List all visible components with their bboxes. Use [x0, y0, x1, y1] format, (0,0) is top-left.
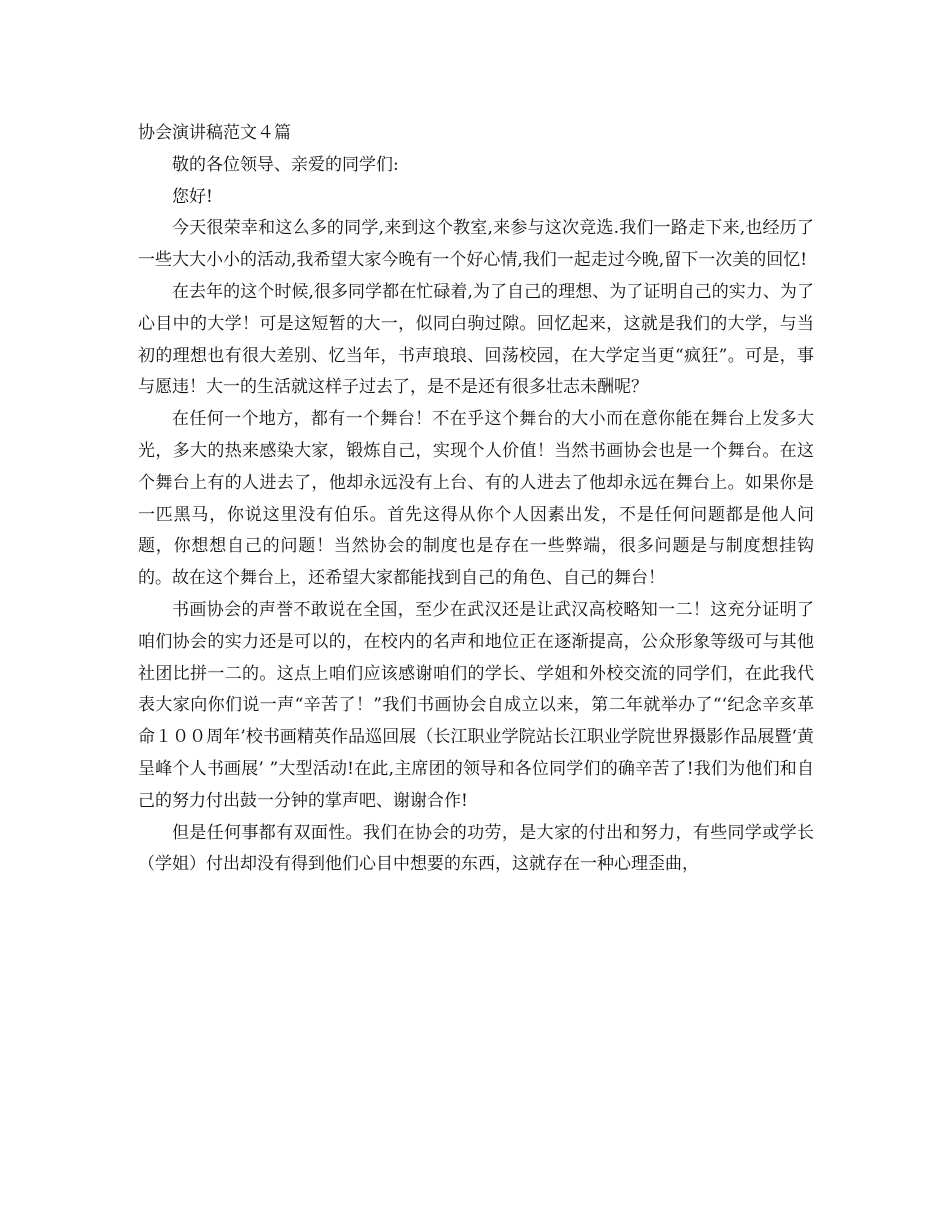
paragraph-greeting: 您好! [172, 186, 213, 207]
paragraph-reputation: 书画协会的声誉不敢说在全国，至少在武汉还是让武汉高校略知一二！这充分证明了咱们协会的实力还是可以的，在校内的名声和地位正在逐渐提高，公众形象等级可与其他社团比拼一二的。这点上咱们应该感谢咱们的学长、学姐和外校交流的同学们，在此我代表大家向你们说一声“辛苦了！”我们书画协会自成立以来，第二年就举办了“‘纪念辛亥革命１００周年’校书画精英作品巡回展（长江职业学院站长江职业学院世界摄影作品展暨‘黄呈峰个人书画展’ ”大型活动!在此,主席团的领导和各位同学们的确辛苦了!我们为他们和自己的努力付出鼓一分钟的掌声吧、谢谢合作! [138, 599, 814, 811]
paragraph-two-sides: 但是任何事都有双面性。我们在协会的功劳，是大家的付出和努力，有些同学或学长（学姐）付出却没有得到他们心目中想要的东西，这就存在一种心理歪曲， [138, 822, 814, 875]
paragraph-intro: 今天很荣幸和这么多的同学,来到这个教室,来参与这次竞选.我们一路走下来,也经历了一些大大小小的活动,我希望大家今晚有一个好心情,我们一起走过今晚,留下一次美的回忆! [138, 218, 814, 271]
paragraph-salutation: 敬的各位领导、亲爱的同学们: [172, 154, 399, 175]
paragraph-last-year: 在去年的这个时候,很多同学都在忙碌着,为了自己的理想、为了证明自己的实力、为了心目中的大学！可是这短暂的大一，似同白驹过隙。回忆起来，这就是我们的大学，与当初的理想也有很大差别、忆当年，书声琅琅、回荡校园，在大学定当更“疯狂”。可是，事与愿违！大一的生活就这样子过去了，是不是还有很多壮志未酬呢？ [138, 281, 814, 398]
paragraph-stage: 在任何一个地方，都有一个舞台！不在乎这个舞台的大小而在意你能在舞台上发多大光，多大的热来感染大家，锻炼自己，实现个人价值！当然书画协会也是一个舞台。在这个舞台上有的人进去了，他却永远没有上台、有的人进去了他却永远在舞台上。如果你是一匹黑马，你说这里没有伯乐。首先这得从你个人因素出发，不是任何问题都是他人问题，你想想自己的问题！当然协会的制度也是存在一些弊端，很多问题是与制度想挂钩的。故在这个舞台上，还希望大家都能找到自己的角色、自己的舞台！ [138, 409, 814, 589]
document-title: 协会演讲稿范文４篇 [138, 123, 291, 143]
document-body [138, 118, 814, 881]
